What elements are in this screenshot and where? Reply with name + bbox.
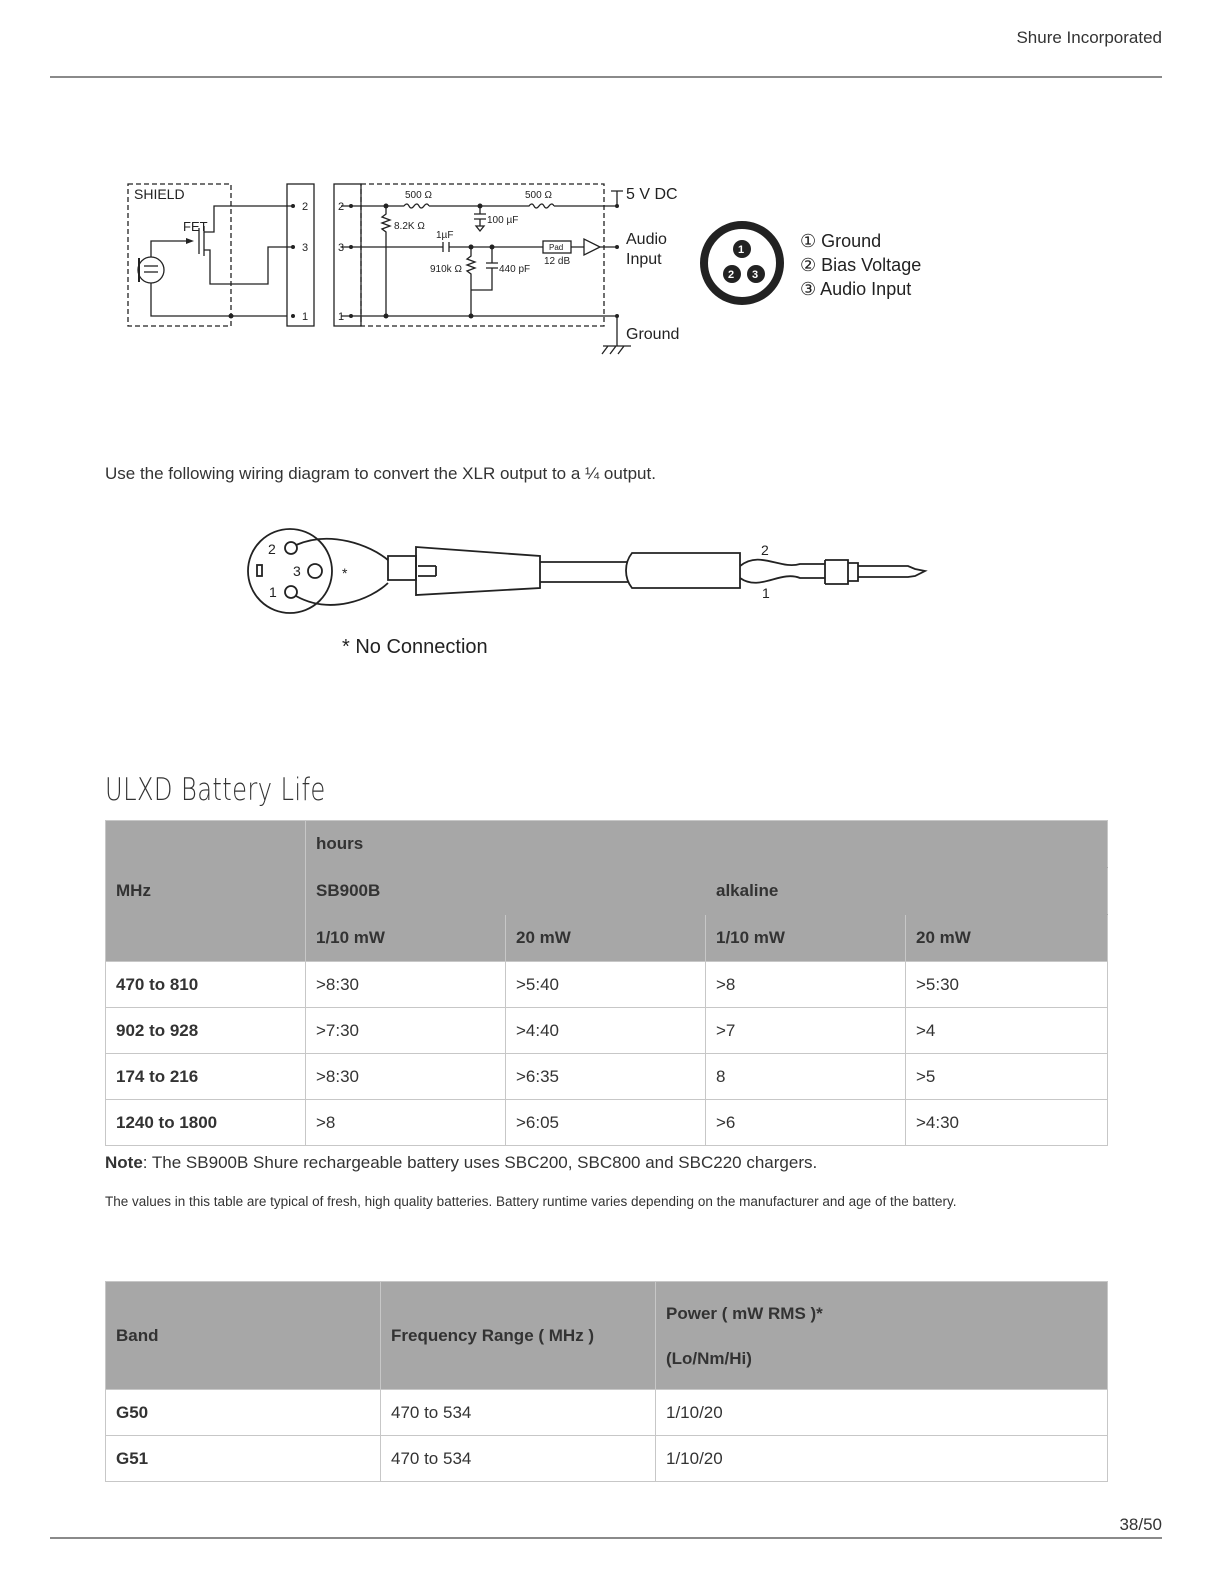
header-company-name: Shure Incorporated xyxy=(1016,28,1162,47)
table-cell: >7:30 xyxy=(306,1008,506,1054)
resistor-label: 500 Ω xyxy=(525,190,552,201)
battery-disclaimer: The values in this table are typical of fresh, high quality batteries. Battery runtime varies depending on the manufacturer and age of the battery. xyxy=(105,1194,957,1209)
table-cell: 470 to 810 xyxy=(106,962,306,1008)
header-power-col: 1/10 mW xyxy=(706,915,906,962)
table-cell: 1/10/20 xyxy=(656,1390,1108,1436)
quarter-inch-plug-icon xyxy=(825,560,925,584)
resistor-label: 910k Ω xyxy=(430,264,462,275)
resistor-label: 8.2K Ω xyxy=(394,221,425,232)
table-cell: >4:30 xyxy=(906,1100,1108,1146)
table-cell: 8 xyxy=(706,1054,906,1100)
shield-box xyxy=(128,184,231,326)
preamp-box xyxy=(361,184,604,326)
table-row xyxy=(106,962,1108,1008)
ground-label: Ground xyxy=(626,326,680,343)
table-cell: 1240 to 1800 xyxy=(106,1100,306,1146)
header-power xyxy=(656,1282,1108,1390)
table-cell: >6:35 xyxy=(506,1054,706,1100)
fet-label: FET xyxy=(183,219,208,234)
table-cell: >8 xyxy=(706,962,906,1008)
no-connection-note: * No Connection xyxy=(342,636,488,658)
battery-life-table xyxy=(105,820,1108,1146)
header-band: Band xyxy=(106,1282,381,1390)
header-sb900b: SB900B xyxy=(306,868,706,915)
header-power-col: 20 mW xyxy=(506,915,706,962)
battery-note xyxy=(105,1153,817,1173)
legend-item-audio: ③ Audio Input xyxy=(800,279,912,299)
pin-label: 1 xyxy=(302,311,309,323)
table-cell: >8 xyxy=(306,1100,506,1146)
plug-wire-label: 2 xyxy=(761,542,769,558)
note-label: Note xyxy=(105,1153,143,1172)
header-power-col: 20 mW xyxy=(906,915,1108,962)
pin-label: 1 xyxy=(338,311,345,323)
table-cell: >6 xyxy=(706,1100,906,1146)
battery-life-title: ULXD Battery Life xyxy=(105,772,326,808)
table-cell: >5:30 xyxy=(906,962,1108,1008)
table-cell: 470 to 534 xyxy=(381,1436,656,1482)
table-cell: >6:05 xyxy=(506,1100,706,1146)
pin-label: 2 xyxy=(302,201,309,213)
header-alkaline: alkaline xyxy=(706,868,1108,915)
header-power-line-2: (Lo/Nm/Hi) xyxy=(666,1348,752,1368)
capacitor-label: 440 pF xyxy=(499,264,531,275)
mic-terminal-block xyxy=(287,184,314,326)
cable xyxy=(540,562,628,582)
pin-label: 2 xyxy=(338,201,345,213)
table-cell: G50 xyxy=(106,1390,381,1436)
audio-input-label: Audio xyxy=(626,231,667,248)
header-hours: hours xyxy=(306,821,1108,868)
pin-label: 3 xyxy=(338,242,345,254)
header-power-line-1: Power ( mW RMS )* xyxy=(666,1303,823,1323)
connector-pin-3: 3 xyxy=(752,269,759,281)
table-cell: 1/10/20 xyxy=(656,1436,1108,1482)
table-cell: >4:40 xyxy=(506,1008,706,1054)
wiring-intro-text: Use the following wiring diagram to convert the XLR output to a ¼ output. xyxy=(105,464,656,483)
table-row xyxy=(106,1100,1108,1146)
pad-label: Pad xyxy=(549,243,564,252)
table-cell: >8:30 xyxy=(306,1054,506,1100)
table-row xyxy=(106,1054,1108,1100)
pin-label: 3 xyxy=(302,242,309,254)
xlr-pin-label: 3 xyxy=(293,563,301,579)
no-connection-asterisk: * xyxy=(342,565,348,581)
resistor-label: 500 Ω xyxy=(405,190,432,201)
legend-item-ground: ① Ground xyxy=(800,231,882,251)
xlr-pin-label: 1 xyxy=(269,584,277,600)
table-cell: G51 xyxy=(106,1436,381,1482)
table-cell: 174 to 216 xyxy=(106,1054,306,1100)
table-cell: 902 to 928 xyxy=(106,1008,306,1054)
table-row xyxy=(106,1390,1108,1436)
legend-item-bias: ② Bias Voltage xyxy=(800,255,922,275)
supply-label: 5 V DC xyxy=(626,186,678,203)
xlr-connector-icon xyxy=(704,225,780,301)
capacitor-label: 100 µF xyxy=(487,215,519,226)
table-cell: >8:30 xyxy=(306,962,506,1008)
pad-db-label: 12 dB xyxy=(544,256,571,267)
header-mhz: MHz xyxy=(106,821,306,962)
table-cell: >4 xyxy=(906,1008,1108,1054)
table-row xyxy=(106,1436,1108,1482)
header-power-col: 1/10 mW xyxy=(306,915,506,962)
cable-sleeve xyxy=(626,553,740,588)
audio-input-label: Input xyxy=(626,251,662,268)
page-number: 38/50 xyxy=(1119,1515,1162,1534)
header-frequency-range: Frequency Range ( MHz ) xyxy=(381,1282,656,1390)
table-row xyxy=(106,1008,1108,1054)
table-cell: >5:40 xyxy=(506,962,706,1008)
footer-rule xyxy=(50,1537,1162,1539)
plug-wire-label: 1 xyxy=(762,585,770,601)
xlr-to-quarter-inch-diagram xyxy=(0,520,1224,670)
power-output-table xyxy=(105,1281,1108,1482)
xlr-pin-label: 2 xyxy=(268,541,276,557)
table-cell: >7 xyxy=(706,1008,906,1054)
capsule-symbol xyxy=(138,257,164,283)
capacitor-label: 1µF xyxy=(436,230,454,241)
connector-pin-1: 1 xyxy=(738,244,745,256)
xlr-plug-body xyxy=(388,556,416,580)
note-text: : The SB900B Shure rechargeable battery uses SBC200, SBC800 and SBC220 chargers. xyxy=(142,1153,818,1172)
connector-pin-2: 2 xyxy=(728,269,735,281)
schematic-diagram xyxy=(0,0,1224,440)
table-cell: 470 to 534 xyxy=(381,1390,656,1436)
shield-label: SHIELD xyxy=(134,186,185,202)
table-cell: >5 xyxy=(906,1054,1108,1100)
